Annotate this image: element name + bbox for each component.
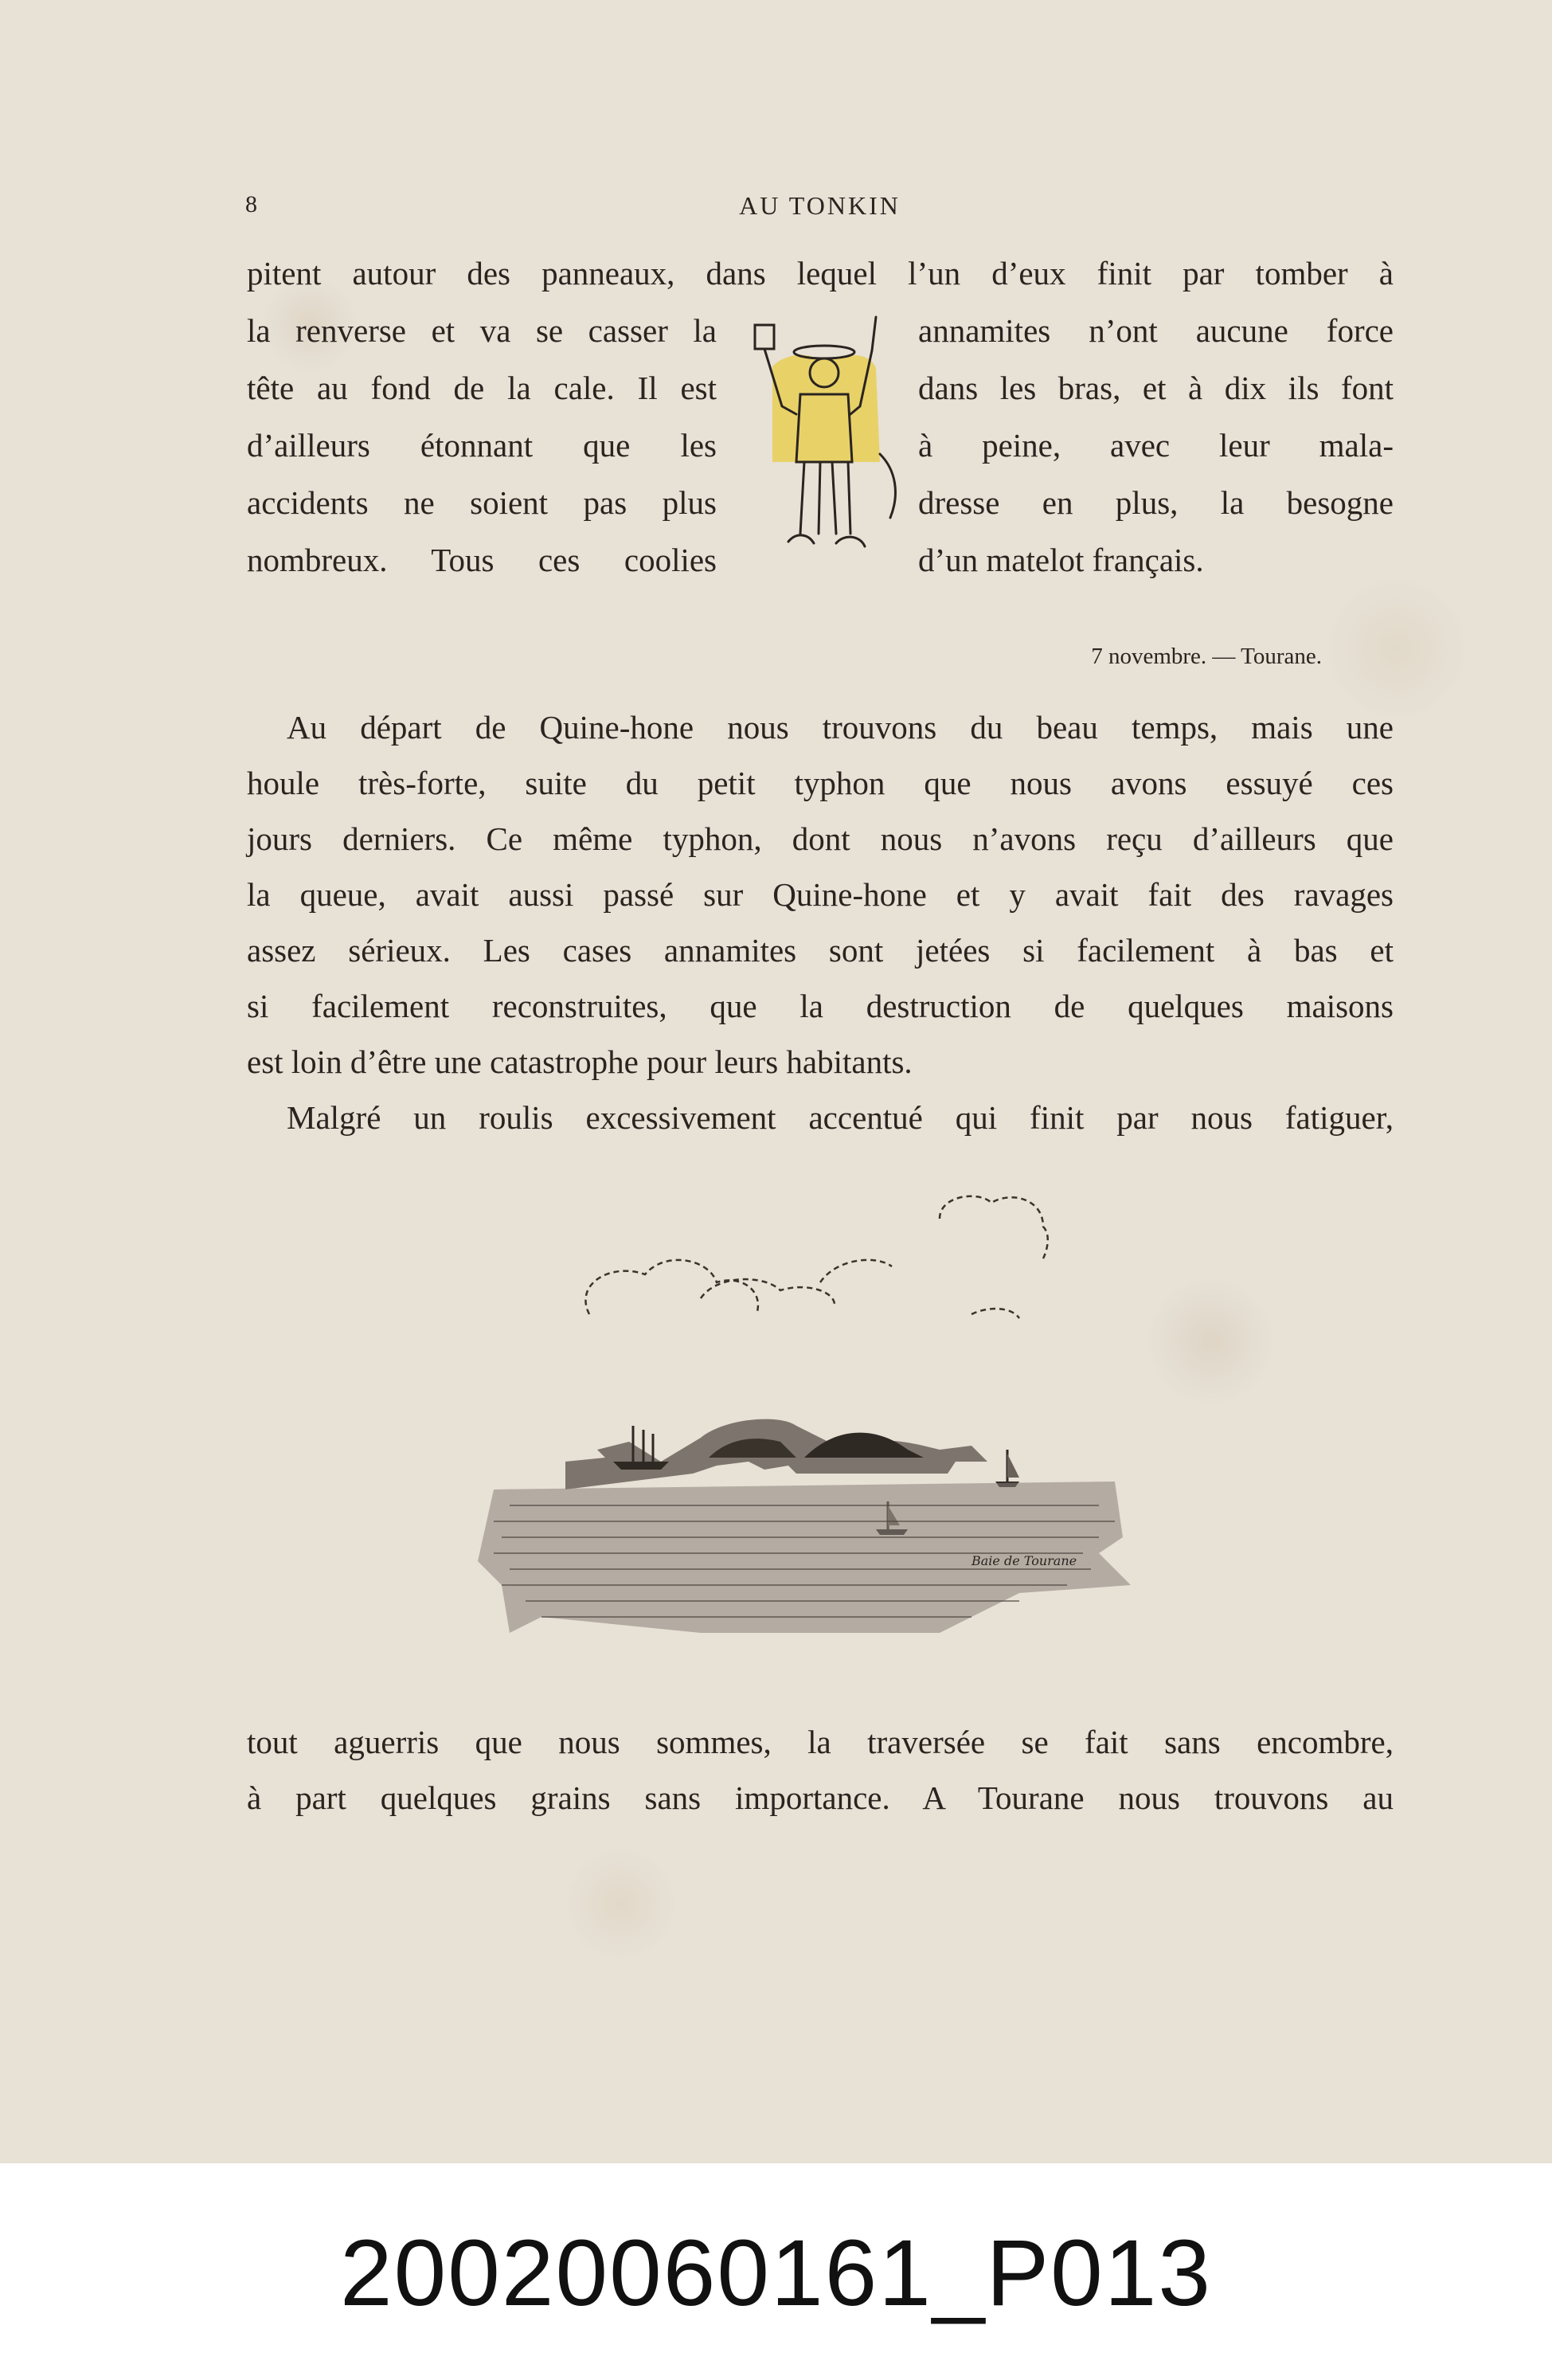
text-line: est loin d’être une catastrophe pour leurs habitants. [247,1043,913,1080]
left-column-line: d’ailleurs étonnant que les [247,427,717,464]
left-column-line: la renverse et va se casser la [247,312,717,349]
right-column-line: dresse en plus, la besogne [918,484,1394,521]
right-column-line: d’un matelot français. [918,542,1204,578]
text-line: la queue, avait aussi passé sur Quine-hone et y avait fait des ravages [247,876,1394,913]
dateline: 7 novembre. — Tourane. [1091,644,1322,669]
coolie-figure-illustration [741,311,908,573]
illustration-signature: Baie de Tourane [971,1553,1077,1568]
left-column-line: nombreux. Tous ces coolies [247,542,717,578]
running-head [245,191,1394,226]
text-line: Au départ de Quine-hone nous trouvons du beau temps, mais une [287,709,1394,746]
text-line: assez sérieux. Les cases annamites sont jetées si facilement à bas et [247,932,1394,969]
scan-label-bar [0,2163,1552,2380]
right-column-line: à peine, avec leur mala- [918,427,1394,464]
page-number: 8 [245,191,257,217]
text-line: Malgré un roulis excessivement accentué qui finit par nous fatiguer, [287,1099,1394,1136]
text-line: si facilement reconstruites, que la destruction de quelques maisons [247,988,1394,1024]
text-line: pitent autour des panneaux, dans lequel l’un d’eux finit par tomber à [247,255,1394,292]
left-column-line: accidents ne soient pas plus [247,484,717,521]
right-column-line: dans les bras, et à dix ils font [918,370,1394,406]
text-line: tout aguerris que nous sommes, la traversée se fait sans encombre, [247,1724,1394,1760]
text-line: à part quelques grains sans importance. A Tourane nous trouvons au [247,1779,1394,1816]
text-line: houle très-forte, suite du petit typhon que nous avons essuyé ces [247,765,1394,801]
text-line: jours derniers. Ce même typhon, dont nous n’avons reçu d’ailleurs que [247,820,1394,857]
right-column-line: annamites n’ont aucune force [918,312,1394,349]
bay-landscape-illustration [462,1187,1147,1665]
running-title: AU TONKIN [739,191,901,220]
scan-identifier: 20020060161_P013 [339,2221,1213,2326]
left-column-line: tête au fond de la cale. Il est [247,370,717,406]
